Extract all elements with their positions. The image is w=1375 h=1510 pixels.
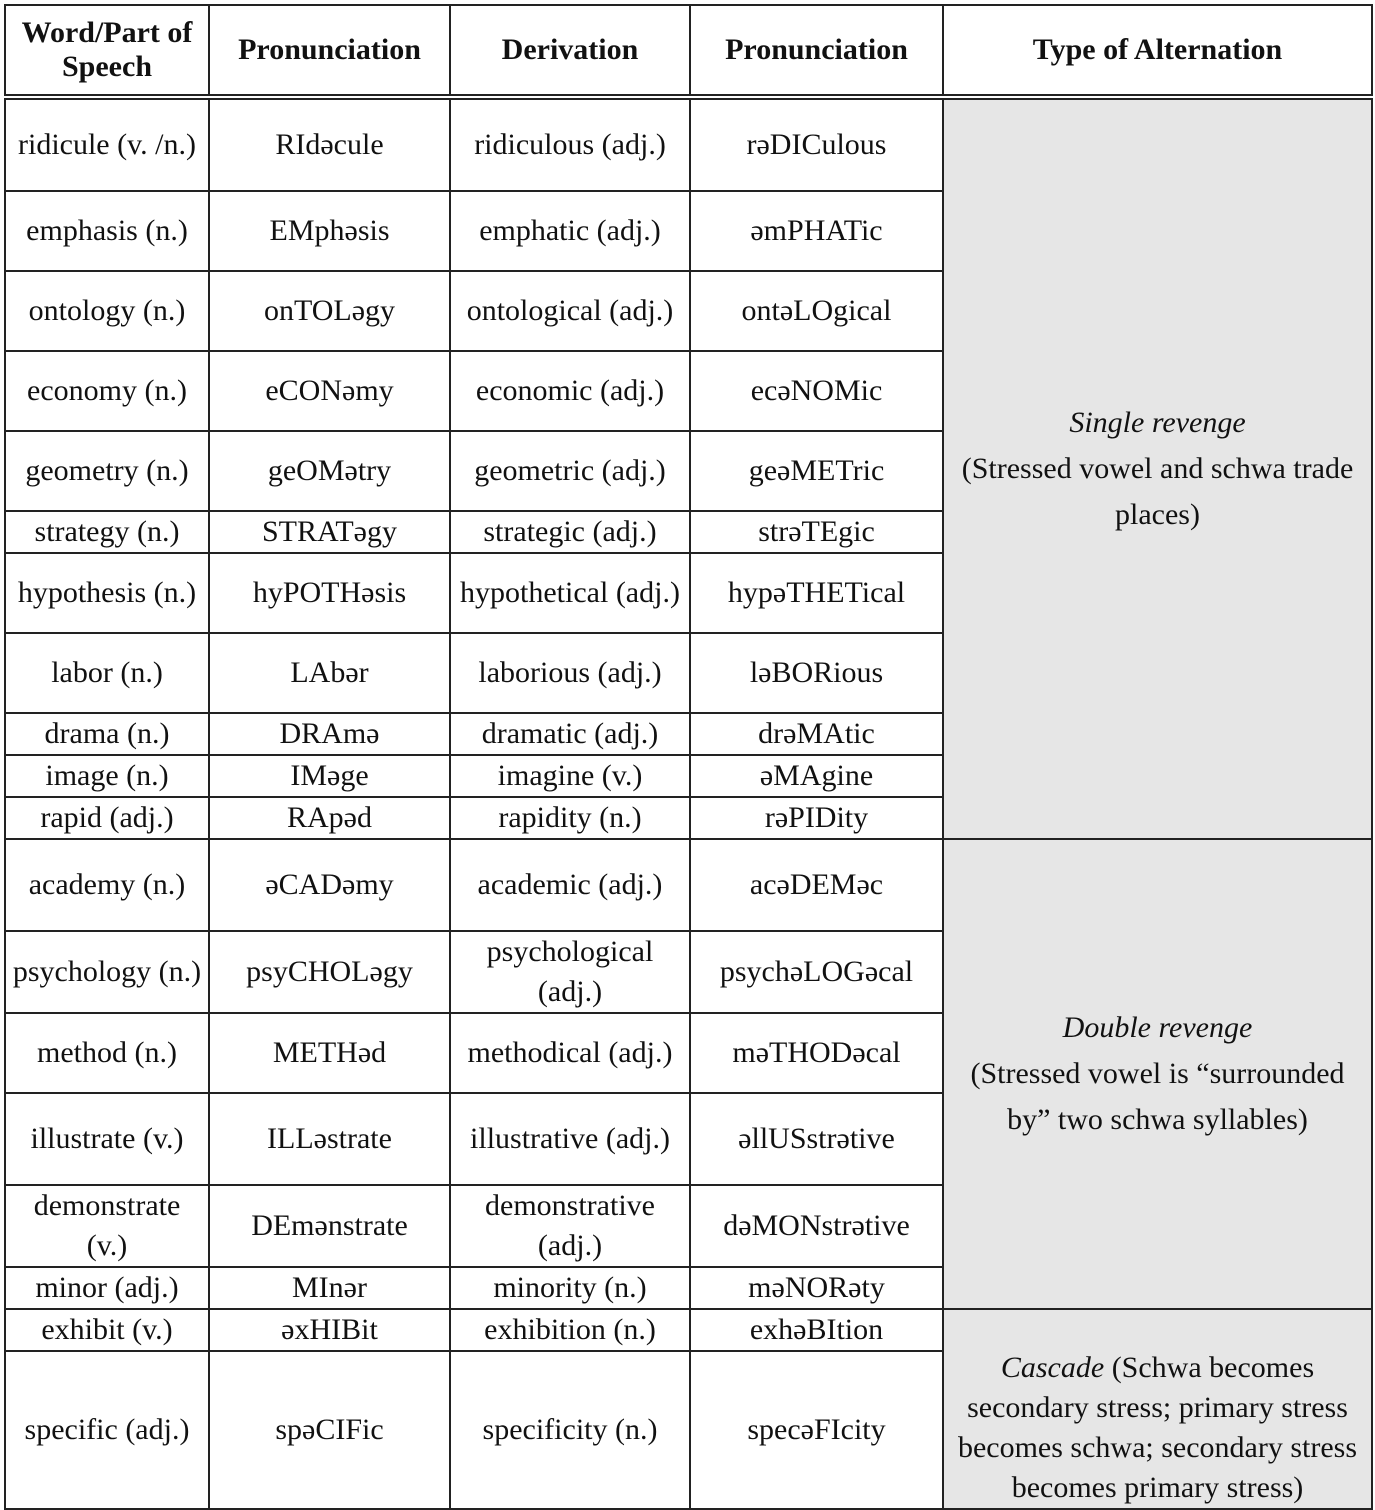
derivation-cell: ridiculous (adj.) xyxy=(450,97,690,191)
derivation-cell: specificity (n.) xyxy=(450,1351,690,1509)
derivation-cell: laborious (adj.) xyxy=(450,633,690,713)
pronunciation-cell: eCONəmy xyxy=(209,351,450,431)
pronunciation-cell: IMəge xyxy=(209,755,450,797)
derived-pronunciation-cell: ləBORious xyxy=(690,633,943,713)
word-cell: geometry (n.) xyxy=(5,431,209,511)
pronunciation-cell: DEmənstrate xyxy=(209,1185,450,1267)
derived-pronunciation-cell: acəDEMəc xyxy=(690,839,943,931)
pronunciation-cell: spəCIFic xyxy=(209,1351,450,1509)
header-derivation: Derivation xyxy=(450,5,690,97)
pronunciation-cell: LAbər xyxy=(209,633,450,713)
word-cell: ridicule (v. /n.) xyxy=(5,97,209,191)
table-row xyxy=(5,839,1372,931)
derived-pronunciation-cell: ecəNOMic xyxy=(690,351,943,431)
derivation-cell: methodical (adj.) xyxy=(450,1013,690,1093)
word-cell: drama (n.) xyxy=(5,713,209,755)
pronunciation-cell: hyPOTHəsis xyxy=(209,553,450,633)
derivation-cell: geometric (adj.) xyxy=(450,431,690,511)
word-cell: strategy (n.) xyxy=(5,511,209,553)
word-cell: demonstrate (v.) xyxy=(5,1185,209,1267)
pronunciation-cell: əxHIBit xyxy=(209,1309,450,1351)
table-row xyxy=(5,1309,1372,1351)
derivation-cell: illustrative (adj.) xyxy=(450,1093,690,1185)
word-cell: labor (n.) xyxy=(5,633,209,713)
pronunciation-cell: STRATəgy xyxy=(209,511,450,553)
derivation-cell: minority (n.) xyxy=(450,1267,690,1309)
word-cell: psychology (n.) xyxy=(5,931,209,1013)
derivation-cell: demonstrative (adj.) xyxy=(450,1185,690,1267)
derived-pronunciation-cell: psychəLOGəcal xyxy=(690,931,943,1013)
pronunciation-cell: MInər xyxy=(209,1267,450,1309)
pronunciation-cell: əCADəmy xyxy=(209,839,450,931)
derived-pronunciation-cell: strəTEgic xyxy=(690,511,943,553)
derived-pronunciation-cell: hypəTHETical xyxy=(690,553,943,633)
word-cell: rapid (adj.) xyxy=(5,797,209,839)
pronunciation-cell: geOMətry xyxy=(209,431,450,511)
derived-pronunciation-cell: məNORəty xyxy=(690,1267,943,1309)
derivation-cell: dramatic (adj.) xyxy=(450,713,690,755)
word-cell: hypothesis (n.) xyxy=(5,553,209,633)
derived-pronunciation-cell: rəPIDity xyxy=(690,797,943,839)
pronunciation-cell: METHəd xyxy=(209,1013,450,1093)
alternation-description: (Schwa becomes secondary stress; primary stress becomes schwa; secondary stress becomes primary stress) xyxy=(957,1351,1358,1504)
alternation-table xyxy=(4,4,1373,1510)
word-cell: specific (adj.) xyxy=(5,1351,209,1509)
word-cell: emphasis (n.) xyxy=(5,191,209,271)
derivation-cell: rapidity (n.) xyxy=(450,797,690,839)
word-cell: method (n.) xyxy=(5,1013,209,1093)
alternation-name: Double revenge xyxy=(1062,1011,1253,1044)
alternation-cascade xyxy=(943,1309,1372,1509)
pronunciation-cell: psyCHOLəgy xyxy=(209,931,450,1013)
alternation-name: Single revenge xyxy=(1069,406,1246,439)
alternation-name: Cascade xyxy=(1000,1351,1105,1384)
derived-pronunciation-cell: geəMETric xyxy=(690,431,943,511)
header-word: Word/Part of Speech xyxy=(5,5,209,97)
alternation-double-revenge xyxy=(943,839,1372,1309)
derivation-cell: emphatic (adj.) xyxy=(450,191,690,271)
header-row xyxy=(5,5,1372,97)
header-type-of-alternation: Type of Alternation xyxy=(943,5,1372,97)
pronunciation-cell: RIdəcule xyxy=(209,97,450,191)
derived-pronunciation-cell: əmPHATic xyxy=(690,191,943,271)
word-cell: minor (adj.) xyxy=(5,1267,209,1309)
derived-pronunciation-cell: ontəLOgical xyxy=(690,271,943,351)
derived-pronunciation-cell: drəMAtic xyxy=(690,713,943,755)
derived-pronunciation-cell: exhəBItion xyxy=(690,1309,943,1351)
derivation-cell: economic (adj.) xyxy=(450,351,690,431)
pronunciation-cell: ILLəstrate xyxy=(209,1093,450,1185)
derived-pronunciation-cell: rəDICulous xyxy=(690,97,943,191)
derivation-cell: hypothetical (adj.) xyxy=(450,553,690,633)
header-derived-pronunciation: Pronunciation xyxy=(690,5,943,97)
word-cell: image (n.) xyxy=(5,755,209,797)
pronunciation-cell: EMphəsis xyxy=(209,191,450,271)
derivation-cell: imagine (v.) xyxy=(450,755,690,797)
pronunciation-cell: RApəd xyxy=(209,797,450,839)
word-cell: exhibit (v.) xyxy=(5,1309,209,1351)
word-cell: economy (n.) xyxy=(5,351,209,431)
alternation-description: (Stressed vowel is “surrounded by” two schwa syllables) xyxy=(970,1057,1345,1136)
word-cell: ontology (n.) xyxy=(5,271,209,351)
derived-pronunciation-cell: specəFIcity xyxy=(690,1351,943,1509)
table-row xyxy=(5,97,1372,191)
word-cell: illustrate (v.) xyxy=(5,1093,209,1185)
derivation-cell: exhibition (n.) xyxy=(450,1309,690,1351)
derived-pronunciation-cell: əMAgine xyxy=(690,755,943,797)
pronunciation-cell: DRAmə xyxy=(209,713,450,755)
derived-pronunciation-cell: məTHODəcal xyxy=(690,1013,943,1093)
derivation-cell: strategic (adj.) xyxy=(450,511,690,553)
derived-pronunciation-cell: əllUSstrətive xyxy=(690,1093,943,1185)
derived-pronunciation-cell: dəMONstrətive xyxy=(690,1185,943,1267)
word-cell: academy (n.) xyxy=(5,839,209,931)
header-pronunciation: Pronunciation xyxy=(209,5,450,97)
derivation-cell: psychological (adj.) xyxy=(450,931,690,1013)
alternation-single-revenge xyxy=(943,97,1372,839)
derivation-cell: ontological (adj.) xyxy=(450,271,690,351)
pronunciation-cell: onTOLəgy xyxy=(209,271,450,351)
alternation-description: (Stressed vowel and schwa trade places) xyxy=(961,452,1354,531)
derivation-cell: academic (adj.) xyxy=(450,839,690,931)
